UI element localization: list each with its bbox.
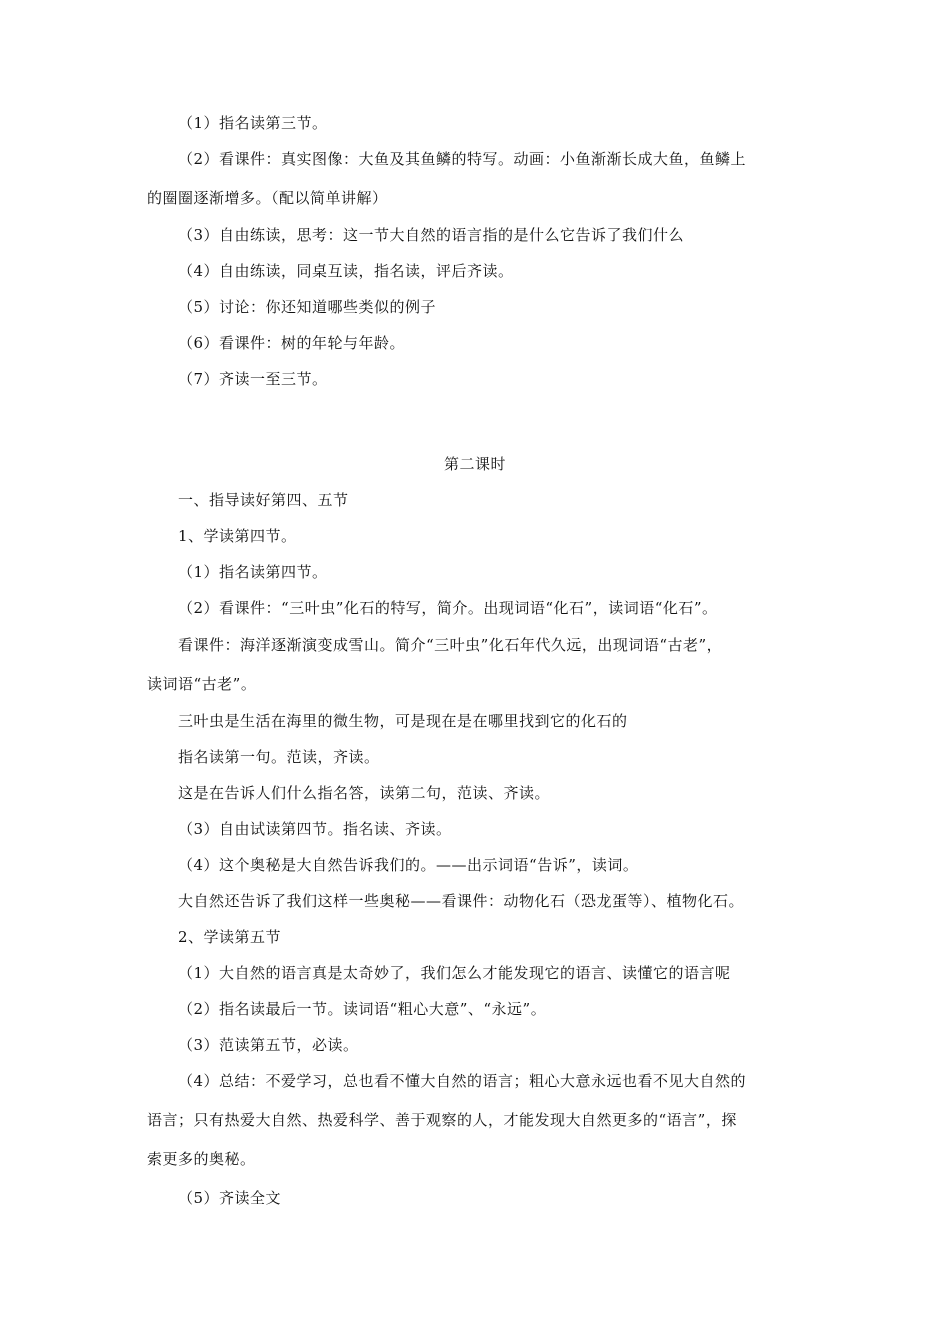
paragraph-line: （4）总结：不爱学习，总也看不懂大自然的语言；粗心大意永远也看不见大自然的: [178, 1072, 747, 1090]
paragraph-line: （2）指名读最后一节。读词语“粗心大意”、“永远”。: [178, 1000, 547, 1018]
paragraph-line: 三叶虫是生活在海里的微生物，可是现在是在哪里找到它的化石的: [178, 712, 628, 730]
paragraph-line: （7）齐读一至三节。: [178, 370, 328, 388]
paragraph-line: （5）齐读全文: [178, 1189, 282, 1207]
paragraph-line: 2、学读第五节: [178, 928, 282, 946]
paragraph-line: （3）自由试读第四节。指名读、齐读。: [178, 820, 452, 838]
paragraph-line: 看课件：海洋逐渐演变成雪山。简介“三叶虫”化石年代久远，出现词语“古老”，: [178, 636, 723, 654]
paragraph-line: （1）指名读第三节。: [178, 114, 328, 132]
section-heading: 第二课时: [443, 455, 506, 473]
paragraph-line: 一、指导读好第四、五节: [178, 491, 349, 509]
paragraph-line: 索更多的奥秘。: [147, 1150, 256, 1168]
paragraph-line: （2）看课件：真实图像：大鱼及其鱼鳞的特写。动画：小鱼渐渐长成大鱼，鱼鳞上: [178, 150, 747, 168]
paragraph-line: （1）指名读第四节。: [178, 563, 328, 581]
paragraph-line: （2）看课件：“三叶虫”化石的特写，简介。出现词语“化石”，读词语“化石”。: [178, 599, 718, 617]
paragraph-line: （4）这个奥秘是大自然告诉我们的。——出示词语“告诉”，读词。: [178, 856, 639, 874]
paragraph-line: 读词语“古老”。: [147, 675, 257, 693]
paragraph-line: （3）范读第五节，必读。: [178, 1036, 359, 1054]
paragraph-line: 大自然还告诉了我们这样一些奥秘——看课件：动物化石（恐龙蛋等）、植物化石。: [178, 892, 745, 910]
paragraph-line: 指名读第一句。范读，齐读。: [178, 748, 380, 766]
paragraph-line: （5）讨论：你还知道哪些类似的例子: [178, 298, 437, 316]
paragraph-line: 这是在告诉人们什么指名答，读第二句，范读、齐读。: [178, 784, 551, 802]
paragraph-line: 语言；只有热爱大自然、热爱科学、善于观察的人，才能发现大自然更多的“语言”，探: [147, 1111, 737, 1129]
paragraph-line: （4）自由练读，同桌互读，指名读，评后齐读。: [178, 262, 514, 280]
paragraph-line: 1、学读第四节。: [178, 527, 297, 545]
paragraph-line: （1）大自然的语言真是太奇妙了，我们怎么才能发现它的语言、读懂它的语言呢: [178, 964, 731, 982]
paragraph-line: （6）看课件：树的年轮与年龄。: [178, 334, 406, 352]
paragraph-line: 的圈圈逐渐增多。（配以简单讲解）: [147, 189, 388, 207]
paragraph-line: （3）自由练读，思考：这一节大自然的语言指的是什么它告诉了我们什么: [178, 226, 685, 244]
